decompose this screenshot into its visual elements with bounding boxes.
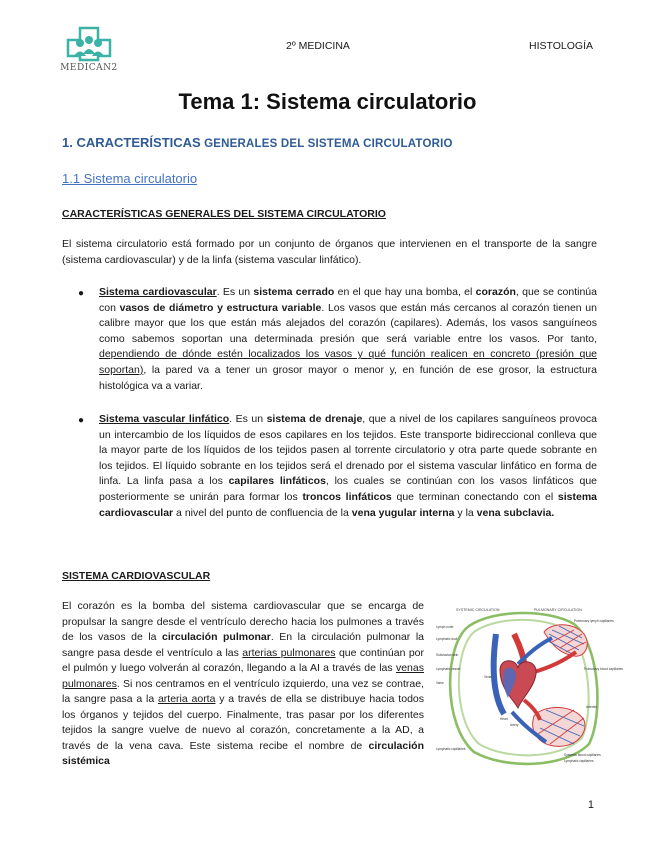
figure-label: Systemic blood capillaries bbox=[564, 753, 601, 757]
figure-label: Pulmonary blood capillaries bbox=[584, 667, 623, 671]
bold-run: circulación sistémica bbox=[62, 739, 424, 767]
figure-label-pulmonary: PULMONARY CIRCULATION bbox=[534, 608, 582, 612]
intro-paragraph: El sistema circulatorio está formado por un conjunto de órganos que intervienen en el transporte de la sangre (sistema cardiovascular) y de la linfa (sistema vascular linfático). bbox=[62, 238, 597, 266]
bold-run: circulación pulmonar bbox=[162, 631, 271, 643]
text-run: , que a nivel de los capilares sanguíneos provoca un intercambio de los líquidos de esos capilares en los tejidos. Este transporte bidireccional conlleva que la mayor parte de los líquidos de los tejidos pasen al torrente circulatorio y otra parte quede sobrante en los tejidos. El líquido sobrante en los tejidos será el drenado por el sistema vascular linfático en forma de linfa. La linfa pasa a los bbox=[99, 413, 598, 488]
section-number: 1. bbox=[62, 135, 73, 150]
text-run: y a través de ella se distribuye hacia todos los órganos y tejidos del cuerpo. Finalmente, tras pasar por los diferentes tejidos la sangre vuelve de nuevo al corazón, concretamente a la AD, a través de la vena cava. Este sistema recibe el nombre de bbox=[62, 693, 424, 752]
section-rest: GENERALES DEL SISTEMA CIRCULATORIO bbox=[200, 138, 453, 150]
text-run: . Es un bbox=[229, 413, 267, 425]
figure-label: Arteries bbox=[586, 705, 597, 709]
circulation-diagram bbox=[434, 604, 623, 766]
header-course: 2º MEDICINA bbox=[286, 40, 350, 52]
figure-label: Artery bbox=[510, 723, 519, 727]
figure-label: Pulmonary lymph capillaries bbox=[574, 619, 614, 623]
figure-label: Lymph node bbox=[436, 625, 454, 629]
text-run: , que se continúa con bbox=[99, 286, 597, 314]
bold-run: sistema cerrado bbox=[253, 286, 335, 298]
text-run: . En la circulación pulmonar la sangre pasa desde el ventrículo a las bbox=[62, 631, 424, 659]
page-title: Tema 1: Sistema circulatorio bbox=[178, 89, 477, 114]
text-run: , los cuales se continúan con los vasos linfáticos que posteriormente se unirán para formar los bbox=[99, 475, 597, 503]
bullet-dot: ● bbox=[78, 415, 85, 426]
text-run: y la bbox=[454, 506, 477, 519]
section-heading bbox=[62, 135, 453, 150]
systemic-capillaries bbox=[533, 707, 585, 746]
text-run: . Los vasos que están más cercanos al corazón tienen un calibre mayor que los que están más alejados del corazón (capilares). Además, los vasos sanguíneos como sabemos soportan una determinada presión que será variable entre los vasos. Por tanto, bbox=[99, 301, 597, 345]
underlined-run: venas pulmonares bbox=[62, 662, 424, 690]
underlined-run: dependiendo de dónde estén localizados los vasos y qué función realicen en concreto (presión que soportan) bbox=[99, 348, 597, 376]
characteristics-heading: CARACTERÍSTICAS GENERALES DEL SISTEMA CIRCULATORIO bbox=[62, 208, 386, 220]
bold-run: troncos linfáticos bbox=[302, 490, 392, 503]
systemic-artery bbox=[524, 700, 540, 720]
logo-text: MEDICAN2 bbox=[60, 63, 118, 73]
text-run: que terminan conectando con el bbox=[391, 490, 558, 503]
bold-run: capilares linfáticos bbox=[228, 475, 326, 488]
bold-run: vasos de diámetro y estructura variable bbox=[119, 301, 322, 314]
bold-run: corazón bbox=[475, 286, 516, 298]
cardiovascular-paragraph bbox=[62, 599, 424, 770]
bold-run: sistema cardiovascular bbox=[99, 490, 597, 519]
text-run: . Es un bbox=[216, 286, 254, 298]
subsection-heading[interactable]: 1.1 Sistema circulatorio bbox=[62, 171, 198, 186]
bullet-lymphatic bbox=[99, 412, 597, 521]
bullet-dot: ● bbox=[78, 288, 85, 299]
bold-run: vena subclavia. bbox=[476, 506, 555, 519]
bullet2-title: Sistema vascular linfático bbox=[99, 413, 230, 425]
bold-run: sistema de drenaje bbox=[266, 413, 363, 425]
figure-label: Lymphatic duct bbox=[436, 637, 458, 641]
bullet-cardiovascular bbox=[99, 285, 597, 394]
figure-label-systemic: SYSTEMIC CIRCULATION bbox=[456, 608, 500, 612]
text-run: que continúan por el pulmón y luego volverán al corazón, llegando a la AI a través de las bbox=[62, 646, 425, 674]
figure-label: Valve bbox=[436, 681, 444, 685]
figure-label: Lymphatic vessel bbox=[436, 667, 461, 671]
text-run: a nivel del punto de confluencia de la bbox=[173, 506, 352, 519]
text-run: , la pared va a tener un grosor mayor o menor y, en función de ese grosor, la estructura histológica va a variar. bbox=[99, 363, 597, 392]
bullet1-title: Sistema cardiovascular bbox=[99, 286, 217, 298]
bold-run: vena yugular interna bbox=[351, 506, 455, 519]
underlined-run: arteria aorta bbox=[157, 693, 216, 705]
text-run: . Si nos centramos en el ventrículo izquierdo, una vez se contrae, la sangre pasa a la bbox=[62, 677, 424, 705]
figure-label: Subclavian vein bbox=[436, 653, 459, 657]
underlined-run: arterias pulmonares bbox=[242, 646, 336, 659]
figure-label: Vena bbox=[484, 675, 492, 679]
page-number: 1 bbox=[587, 799, 594, 811]
text-run: El corazón es la bomba del sistema cardiovascular que se encarga de propulsar la sangre desde el ventrículo derecho hacia los pulmones a través de los vasos de la bbox=[62, 600, 424, 643]
section-word: CARACTERÍSTICAS bbox=[76, 135, 201, 150]
text-run: en el que hay una bomba, el bbox=[334, 286, 476, 298]
figure-label: Heart bbox=[500, 717, 508, 721]
figure-label: Lymphatic capillaries bbox=[564, 759, 594, 763]
figure-label: Lymphatic capillaries bbox=[436, 747, 466, 751]
cardiovascular-heading: SISTEMA CARDIOVASCULAR bbox=[62, 570, 211, 582]
header-subject: HISTOLOGÍA bbox=[529, 40, 593, 52]
